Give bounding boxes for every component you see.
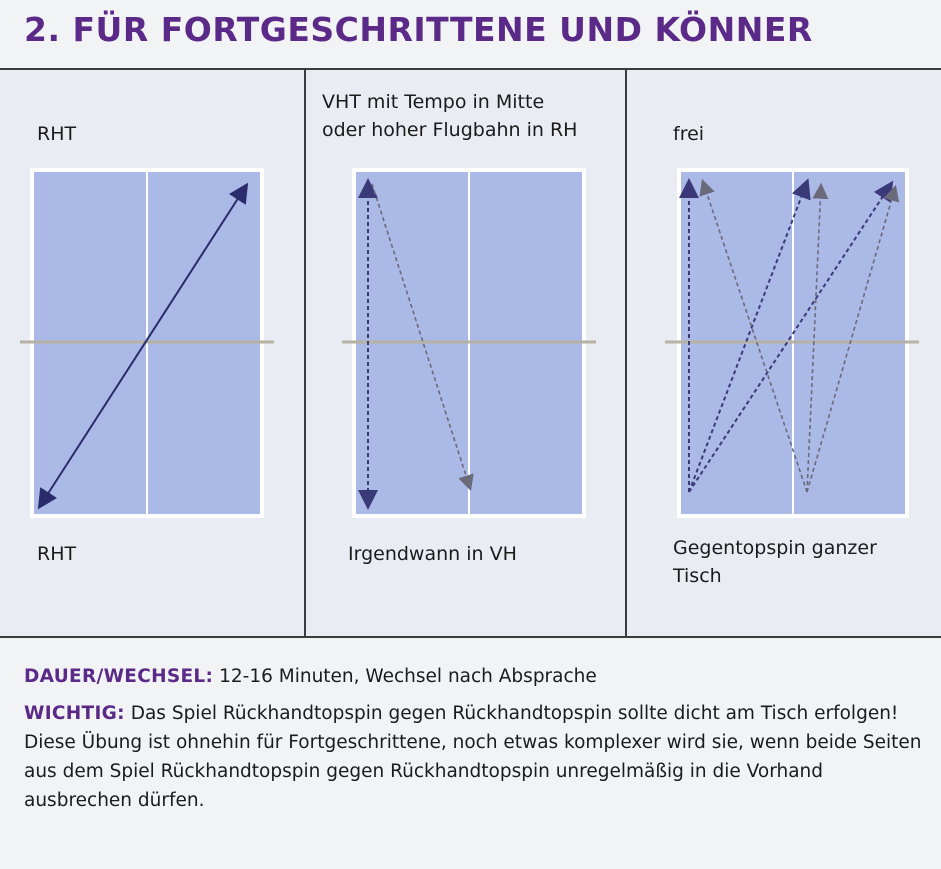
panel-bottom-label: Irgendwann in VH <box>348 543 517 565</box>
panel-top-label: frei <box>673 123 705 145</box>
important-paragraph <box>24 699 924 815</box>
important-text: Das Spiel Rückhandtopspin gegen Rückhandtopspin sollte dicht am Tisch erfolgen! Diese Übung ist ohnehin für Fortgeschrittene, noch etwas komplexer wird sie, wenn beide Seiten aus dem Spiel Rückhandtopspin gegen Rückhandtopspin unregelmäßig in die Vorhand ausbrechen dürfen. <box>24 703 922 811</box>
important-label: WICHTIG: <box>24 703 125 724</box>
panel-vht <box>304 70 627 636</box>
duration-line <box>24 662 924 691</box>
duration-label: DAUER/WECHSEL: <box>24 666 214 687</box>
panel-bottom-label: RHT <box>37 543 77 565</box>
drill-diagram-panels <box>0 68 941 638</box>
panel-top-label: VHT mit Tempo in Mitte oder hoher Flugbahn in RH <box>322 91 578 141</box>
panel-rht <box>0 70 304 636</box>
drill-notes <box>24 662 924 823</box>
panel-frei <box>625 70 941 636</box>
duration-text: 12-16 Minuten, Wechsel nach Absprache <box>213 666 597 687</box>
page-title: 2. FÜR FORTGESCHRITTENE UND KÖNNER <box>24 10 813 49</box>
panel-bottom-label: Gegentopspin ganzer Tisch <box>673 537 877 587</box>
panel-top-label: RHT <box>37 123 77 145</box>
